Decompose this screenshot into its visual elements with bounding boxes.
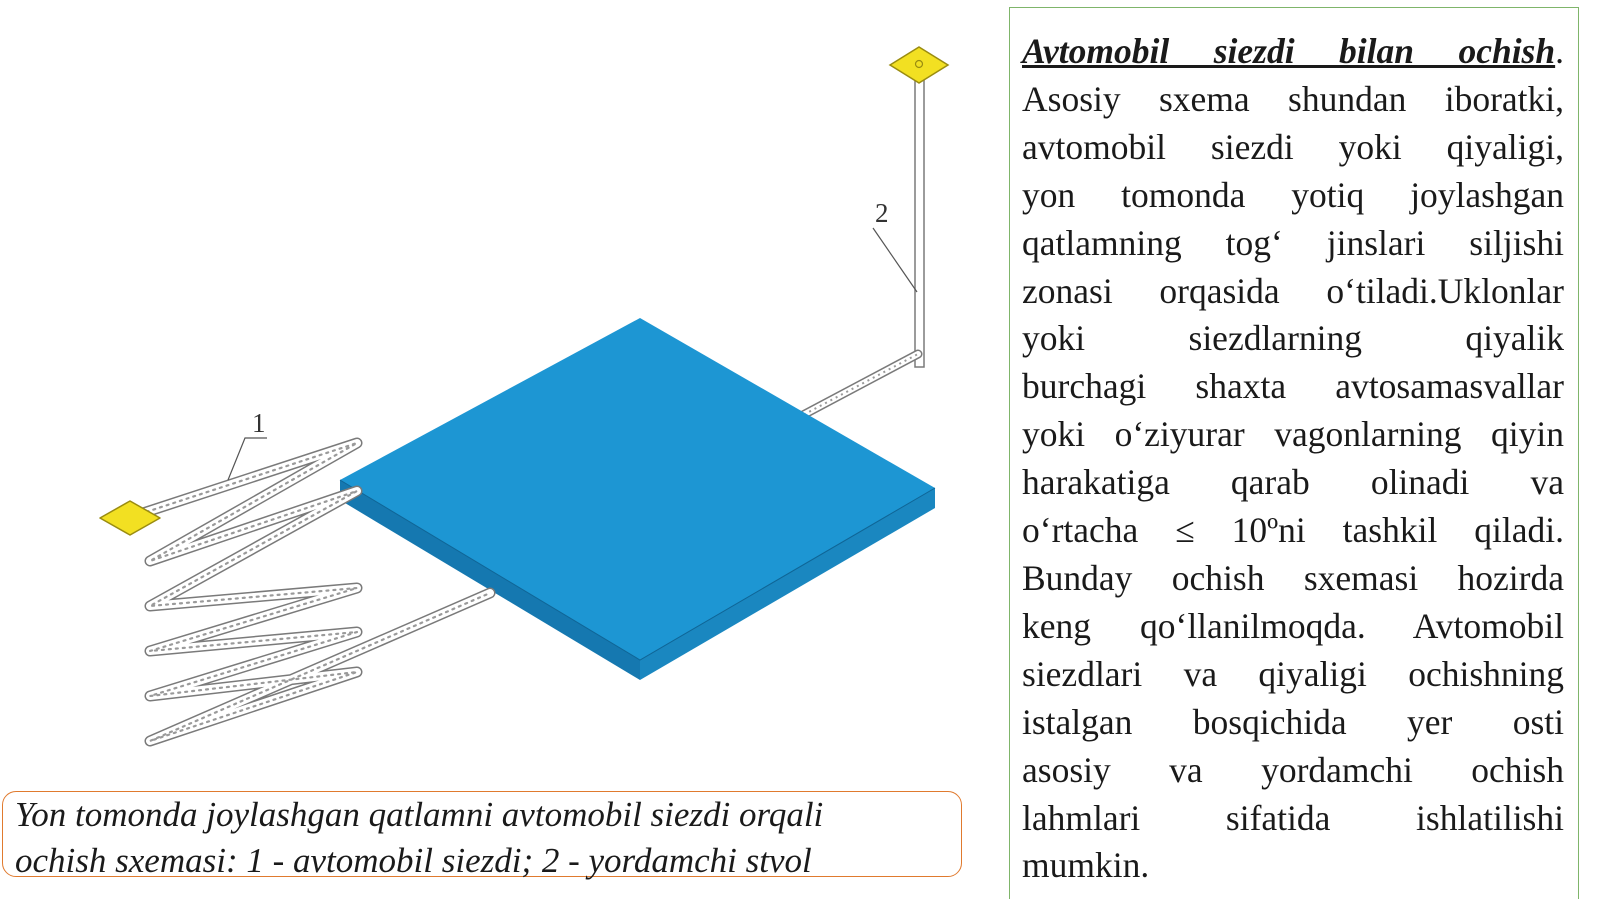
body-line: lahmlari sifatida ishlatilishi — [1022, 797, 1564, 838]
shaft-top-marker-icon — [890, 47, 948, 83]
body-line: burchagi shaxta avtosamasvallar — [1022, 366, 1564, 407]
figure-caption — [2, 791, 962, 880]
body-line: avtomobil siezdi yoki qiyaligi, — [1022, 126, 1564, 167]
body-line: yoki siezdlarning qiyalik — [1022, 318, 1564, 359]
label-2: 2 — [875, 198, 889, 228]
body-line: zonasi orqasida o‘tiladi.Uklonlar — [1022, 270, 1564, 311]
body-line: o‘rtacha ≤ 10ºni tashkil qiladi. — [1022, 510, 1564, 551]
body-line: siezdlari va qiyaligi ochishning — [1022, 653, 1564, 694]
seam-slab — [340, 318, 935, 680]
body-line: Asosiy sxema shundan iboratki, — [1022, 78, 1564, 119]
body-line: asosiy va yordamchi ochish — [1022, 749, 1564, 790]
body-line: yon tomonda yotiq joylashgan — [1022, 174, 1564, 215]
label-2-group — [873, 198, 917, 292]
body-line: Bunday ochish sxemasi hozirda — [1022, 557, 1564, 598]
body-line: harakatiga qarab olinadi va — [1022, 462, 1564, 503]
caption-line: Yon tomonda joylashgan qatlamni avtomobil siezdi orqali — [15, 795, 824, 834]
body-line: yoki o‘ziyurar vagonlarning qiyin — [1022, 414, 1564, 455]
title-punct: . — [1555, 31, 1564, 71]
description-textbox — [1009, 7, 1579, 899]
title-line — [1022, 28, 1564, 76]
auxiliary-shaft — [890, 47, 948, 367]
body-line: mumkin. — [1022, 845, 1150, 886]
body-line: qatlamning tog‘ jinslari siljishi — [1022, 222, 1564, 263]
body-line: istalgan bosqichida yer osti — [1022, 701, 1564, 742]
caption-line: ochish sxemasi: 1 - avtomobil siezdi; 2 - yordamchi stvol — [15, 841, 812, 880]
section-title: Avtomobil siezdi bilan ochish — [1022, 31, 1556, 71]
label-1: 1 — [252, 408, 266, 438]
connecting-drift — [788, 354, 918, 423]
body-line: keng qo‘llanilmoqda. Avtomobil — [1022, 605, 1564, 646]
